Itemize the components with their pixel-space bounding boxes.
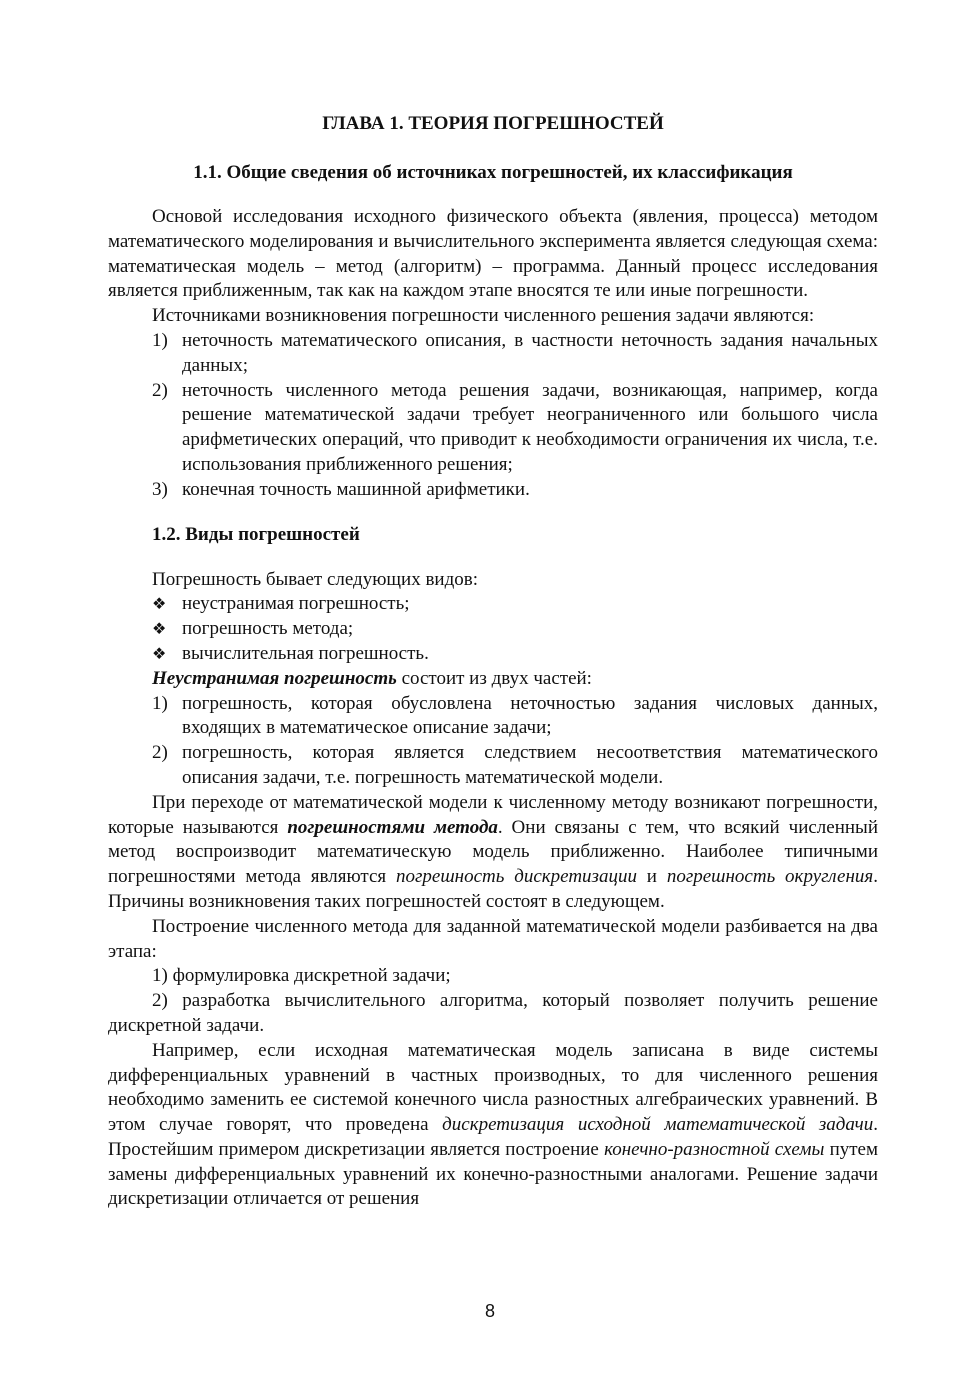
section-title-1-1: 1.1. Общие сведения об источниках погрешностей, их классификация bbox=[193, 162, 793, 183]
list-marker: 3) bbox=[152, 478, 168, 500]
text-fragment: состоит из двух частей: bbox=[396, 667, 592, 689]
list-item-source bbox=[108, 329, 878, 379]
list-marker: 1) bbox=[152, 329, 168, 351]
list-item-text: конечная точность машинной арифметики. bbox=[182, 478, 530, 500]
paragraph-error-kinds-intro: Погрешность бывает следующих видов: bbox=[152, 568, 479, 590]
list-item-text: погрешность, которая является следствием несоответствия математического описания задачи, т.е. погрешность математической модели. bbox=[182, 742, 878, 788]
paragraph-discretization-example bbox=[108, 1039, 878, 1213]
paragraph-error-sources-intro: Источниками возникновения погрешности численного решения задачи являются: bbox=[152, 305, 815, 327]
bullet-item-text: неустранимая погрешность; bbox=[182, 593, 410, 615]
text-fragment: Например, если исходная математическая модель записана в виде системы дифференциальных уравнений в частных производных, то для численного решения необходимо заменить ее системой конечного числа разностных алгебраических уравнений. В этом случае говорят, что проведена bbox=[108, 1039, 878, 1136]
text-fragment: и bbox=[636, 866, 667, 888]
bullet-item-kind bbox=[108, 642, 878, 667]
term-method-errors: погрешностями метода bbox=[287, 816, 498, 838]
list-marker: 1) bbox=[152, 692, 168, 714]
term-rounding-error: погрешность округления bbox=[666, 866, 874, 888]
bullet-item-text: вычислительная погрешность. bbox=[182, 642, 429, 664]
text-fragment: . Простейшим примером дискретизации является построение bbox=[108, 1114, 878, 1160]
paragraph-method-errors bbox=[108, 791, 878, 915]
four-diamond-bullet-icon: ❖ bbox=[152, 619, 167, 639]
list-marker: 2) bbox=[152, 742, 168, 764]
bullet-item-kind bbox=[108, 592, 878, 617]
text-fragment: путем замены дифференциальных уравнений их конечно-разностными аналогами. Решение задачи дискретизации отличается от решения bbox=[108, 1138, 878, 1210]
list-item-source bbox=[108, 478, 878, 503]
paragraph-irremovable-error bbox=[108, 667, 878, 692]
paragraph-stages-intro: Построение численного метода для заданной математической модели разбивается на два этапа: bbox=[108, 915, 878, 962]
term-irremovable-error: Неустранимая погрешность bbox=[152, 667, 397, 689]
bullet-item-text: погрешность метода; bbox=[182, 618, 354, 640]
four-diamond-bullet-icon: ❖ bbox=[152, 643, 167, 663]
list-item-text: неточность математического описания, в частности неточность задания начальных данных; bbox=[182, 329, 878, 376]
term-discretization-error: погрешность дискретизации bbox=[395, 866, 637, 888]
paragraph-research-scheme: Основой исследования исходного физического объекта (явления, процесса) методом математического моделирования и вычислительного эксперимента является следующая схема: математическая модель – метод (алгоритм) – программа. Данный процесс исследования является приближенным, так как на каждом этапе вносятся те или иные погрешности. bbox=[108, 206, 878, 302]
four-diamond-bullet-icon: ❖ bbox=[152, 594, 167, 614]
list-marker: 2) bbox=[152, 379, 168, 401]
list-item-irremovable-part bbox=[108, 692, 878, 742]
list-item-text: погрешность, которая обусловлена неточностью задания числовых данных, входящих в математическое описание задачи; bbox=[182, 692, 878, 739]
paragraph-stage-2: 2) разработка вычислительного алгоритма, который позволяет получить решение дискретной задачи. bbox=[108, 990, 878, 1036]
section-title-1-2: 1.2. Виды погрешностей bbox=[152, 523, 360, 545]
text-fragment: . Они связаны с тем, что всякий численный метод воспроизводит математическую модель приближенно. Наиболее типичными погрешностями метода являются bbox=[108, 816, 878, 888]
list-item-source bbox=[108, 379, 878, 478]
bullet-item-kind bbox=[108, 617, 878, 642]
list-item-text: неточность численного метода решения задачи, возникающая, например, когда решение математической задачи требует неограниченного или большого числа арифметических операций, что приводит к необходимости ограничения их числа, т.е. использования приближенного решения; bbox=[182, 379, 878, 475]
text-fragment: . Причины возникновения таких погрешностей состоят в следующем. bbox=[108, 866, 878, 912]
paragraph-stage-1: 1) формулировка дискретной задачи; bbox=[152, 965, 451, 987]
text-fragment: При переходе от математической модели к численному методу возникают погрешности, которые называются bbox=[108, 791, 878, 838]
term-finite-difference-scheme: конечно-разностной схемы bbox=[604, 1138, 825, 1160]
term-discretization-of-task: дискретизация исходной математической задачи bbox=[442, 1114, 874, 1136]
page-number: 8 bbox=[484, 1301, 495, 1321]
chapter-title: ГЛАВА 1. ТЕОРИЯ ПОГРЕШНОСТЕЙ bbox=[322, 113, 664, 134]
list-item-irremovable-part bbox=[108, 741, 878, 791]
